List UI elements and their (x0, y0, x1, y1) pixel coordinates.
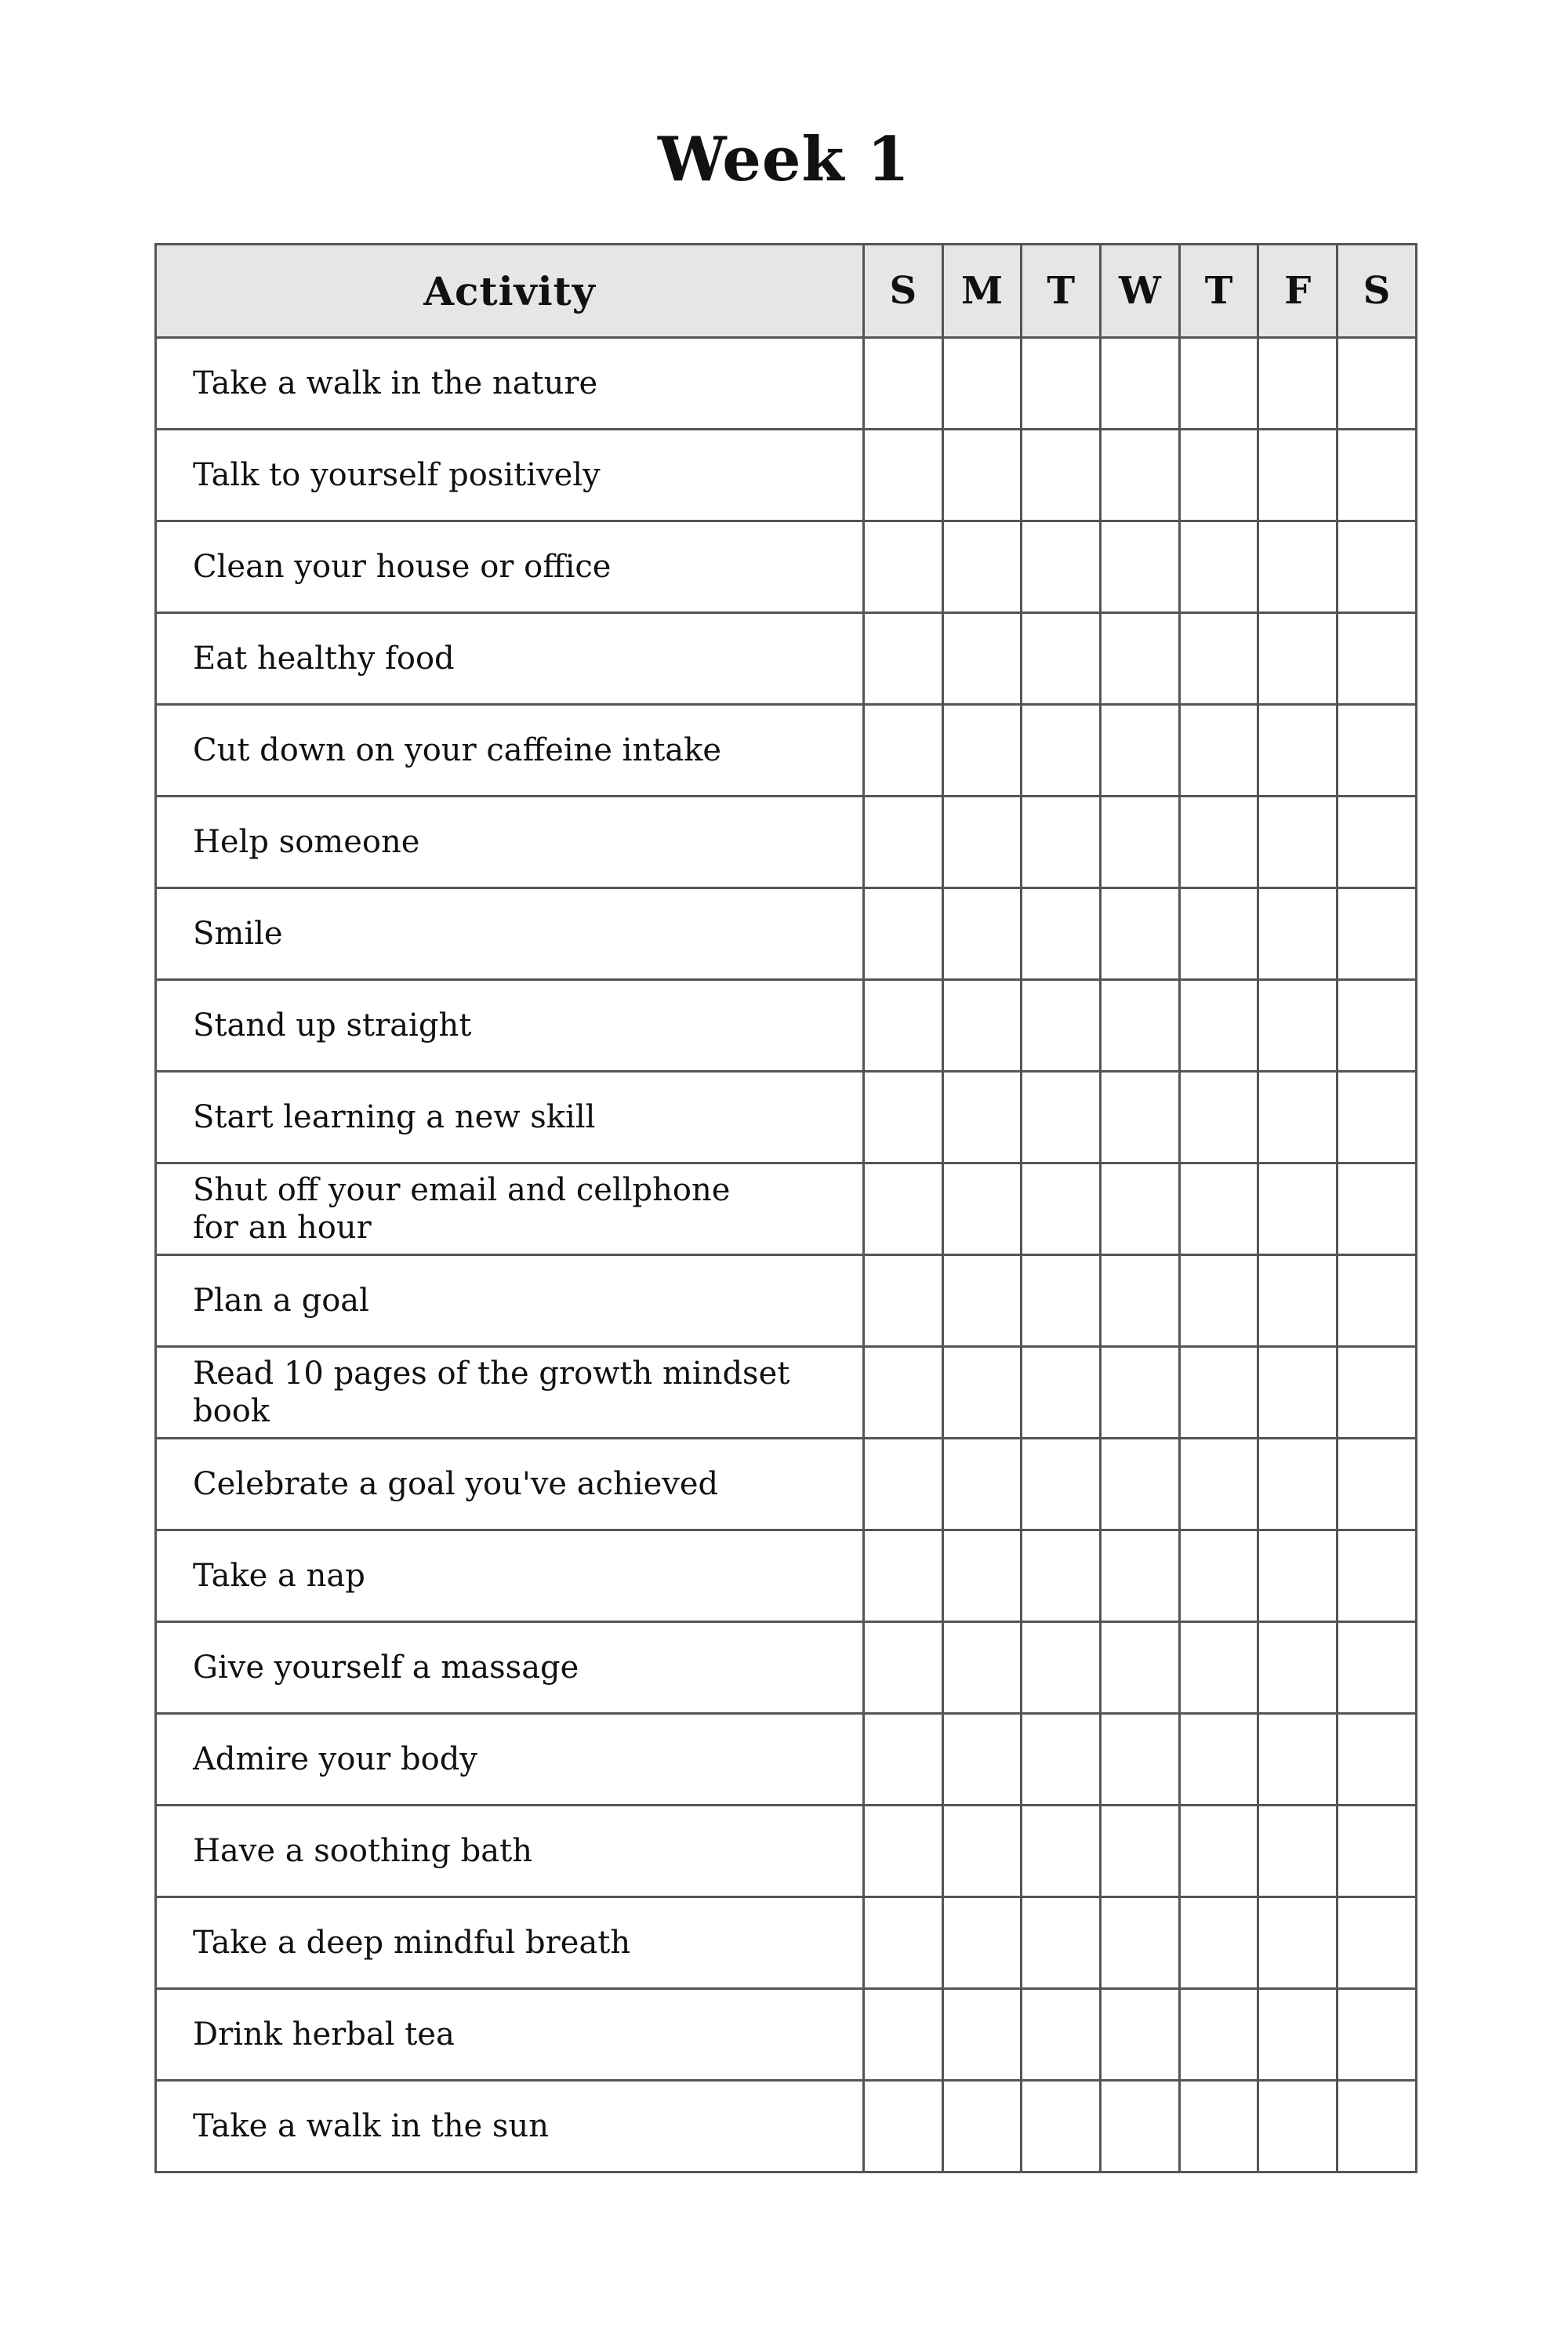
activity-label: Plan a goal (156, 1255, 864, 1347)
table-row (156, 1072, 1417, 1163)
checkbox-cell-wednesday[interactable] (1101, 1989, 1180, 2081)
checkbox-cell-wednesday[interactable] (1101, 1347, 1180, 1439)
checkbox-cell-friday[interactable] (1258, 1989, 1338, 2081)
checkbox-cell-monday[interactable] (942, 2081, 1022, 2172)
checkbox-cell-sunday[interactable] (864, 2081, 943, 2172)
checkbox-cell-monday[interactable] (942, 797, 1022, 888)
checkbox-cell-wednesday[interactable] (1101, 2081, 1180, 2172)
checkbox-cell-wednesday[interactable] (1101, 613, 1180, 705)
checkbox-cell-tuesday[interactable] (1022, 1989, 1101, 2081)
checkbox-cell-wednesday[interactable] (1101, 1806, 1180, 1897)
checkbox-cell-monday[interactable] (942, 980, 1022, 1072)
activity-label: Read 10 pages of the growth mindset book (156, 1347, 864, 1439)
activity-label: Celebrate a goal you've achieved (156, 1439, 864, 1530)
day-header-monday: M (942, 245, 1022, 338)
checkbox-cell-monday[interactable] (942, 1072, 1022, 1163)
checkbox-cell-friday[interactable] (1258, 1163, 1338, 1255)
checkbox-cell-sunday[interactable] (864, 338, 943, 430)
checkbox-cell-saturday[interactable] (1338, 338, 1417, 430)
table-row (156, 1163, 1417, 1255)
checkbox-cell-monday[interactable] (942, 1806, 1022, 1897)
checkbox-cell-sunday[interactable] (864, 1806, 943, 1897)
checkbox-cell-wednesday[interactable] (1101, 1072, 1180, 1163)
checkbox-cell-sunday[interactable] (864, 1072, 943, 1163)
checkbox-cell-wednesday[interactable] (1101, 797, 1180, 888)
checkbox-cell-thursday[interactable] (1179, 2081, 1258, 2172)
checkbox-cell-sunday[interactable] (864, 1255, 943, 1347)
checkbox-cell-tuesday[interactable] (1022, 1163, 1101, 1255)
checkbox-cell-saturday[interactable] (1338, 1622, 1417, 1714)
table-row (156, 1806, 1417, 1897)
checkbox-cell-tuesday[interactable] (1022, 980, 1101, 1072)
checkbox-cell-saturday[interactable] (1338, 980, 1417, 1072)
table-row (156, 888, 1417, 980)
checkbox-cell-saturday[interactable] (1338, 1347, 1417, 1439)
checkbox-cell-sunday[interactable] (864, 705, 943, 797)
checkbox-cell-saturday[interactable] (1338, 430, 1417, 521)
activity-label: Cut down on your caffeine intake (156, 705, 864, 797)
checkbox-cell-friday[interactable] (1258, 797, 1338, 888)
checkbox-cell-thursday[interactable] (1179, 797, 1258, 888)
checkbox-cell-thursday[interactable] (1179, 1622, 1258, 1714)
day-header-saturday: S (1338, 245, 1417, 338)
checkbox-cell-monday[interactable] (942, 521, 1022, 613)
checkbox-cell-sunday[interactable] (864, 430, 943, 521)
checkbox-cell-tuesday[interactable] (1022, 797, 1101, 888)
checkbox-cell-monday[interactable] (942, 1622, 1022, 1714)
checkbox-cell-monday[interactable] (942, 705, 1022, 797)
checkbox-cell-friday[interactable] (1258, 1347, 1338, 1439)
checkbox-cell-monday[interactable] (942, 1439, 1022, 1530)
checkbox-cell-sunday[interactable] (864, 1163, 943, 1255)
checkbox-cell-friday[interactable] (1258, 1897, 1338, 1989)
activity-label: Drink herbal tea (156, 1989, 864, 2081)
activity-label: Help someone (156, 797, 864, 888)
checkbox-cell-sunday[interactable] (864, 521, 943, 613)
table-row (156, 1989, 1417, 2081)
table-row (156, 521, 1417, 613)
checkbox-cell-friday[interactable] (1258, 521, 1338, 613)
table-row (156, 705, 1417, 797)
checkbox-cell-tuesday[interactable] (1022, 888, 1101, 980)
table-row (156, 1622, 1417, 1714)
page-title: Week 1 (658, 124, 910, 195)
activity-label: Clean your house or office (156, 521, 864, 613)
checkbox-cell-tuesday[interactable] (1022, 521, 1101, 613)
checkbox-cell-wednesday[interactable] (1101, 1255, 1180, 1347)
checkbox-cell-friday[interactable] (1258, 1530, 1338, 1622)
checkbox-cell-friday[interactable] (1258, 1439, 1338, 1530)
checkbox-cell-monday[interactable] (942, 613, 1022, 705)
checkbox-cell-tuesday[interactable] (1022, 1072, 1101, 1163)
checkbox-cell-wednesday[interactable] (1101, 1163, 1180, 1255)
checkbox-cell-friday[interactable] (1258, 705, 1338, 797)
checkbox-cell-sunday[interactable] (864, 1347, 943, 1439)
checkbox-cell-tuesday[interactable] (1022, 705, 1101, 797)
activity-label: Stand up straight (156, 980, 864, 1072)
table-row (156, 1347, 1417, 1439)
checkbox-cell-wednesday[interactable] (1101, 1439, 1180, 1530)
checkbox-cell-wednesday[interactable] (1101, 521, 1180, 613)
checkbox-cell-monday[interactable] (942, 1989, 1022, 2081)
checkbox-cell-tuesday[interactable] (1022, 338, 1101, 430)
day-header-tuesday: T (1022, 245, 1101, 338)
table-row (156, 1714, 1417, 1806)
checkbox-cell-saturday[interactable] (1338, 1897, 1417, 1989)
activity-label: Start learning a new skill (156, 1072, 864, 1163)
activity-label: Give yourself a massage (156, 1622, 864, 1714)
checkbox-cell-saturday[interactable] (1338, 705, 1417, 797)
checkbox-cell-wednesday[interactable] (1101, 980, 1180, 1072)
checkbox-cell-tuesday[interactable] (1022, 2081, 1101, 2172)
checkbox-cell-monday[interactable] (942, 1163, 1022, 1255)
checkbox-cell-thursday[interactable] (1179, 1072, 1258, 1163)
checkbox-cell-tuesday[interactable] (1022, 1714, 1101, 1806)
checkbox-cell-sunday[interactable] (864, 613, 943, 705)
checkbox-cell-tuesday[interactable] (1022, 613, 1101, 705)
checkbox-cell-saturday[interactable] (1338, 1255, 1417, 1347)
day-header-friday: F (1258, 245, 1338, 338)
checkbox-cell-friday[interactable] (1258, 1806, 1338, 1897)
table-row (156, 980, 1417, 1072)
checkbox-cell-saturday[interactable] (1338, 1163, 1417, 1255)
activity-label: Take a deep mindful breath (156, 1897, 864, 1989)
checkbox-cell-friday[interactable] (1258, 613, 1338, 705)
activity-label: Have a soothing bath (156, 1806, 864, 1897)
table-row (156, 1530, 1417, 1622)
checkbox-cell-wednesday[interactable] (1101, 1622, 1180, 1714)
checkbox-cell-tuesday[interactable] (1022, 1347, 1101, 1439)
checkbox-cell-sunday[interactable] (864, 1714, 943, 1806)
checkbox-cell-thursday[interactable] (1179, 1163, 1258, 1255)
checkbox-cell-wednesday[interactable] (1101, 338, 1180, 430)
checkbox-cell-thursday[interactable] (1179, 1897, 1258, 1989)
checkbox-cell-tuesday[interactable] (1022, 1530, 1101, 1622)
habit-tracker-table (154, 243, 1417, 2173)
checkbox-cell-thursday[interactable] (1179, 1255, 1258, 1347)
activity-label: Admire your body (156, 1714, 864, 1806)
checkbox-cell-wednesday[interactable] (1101, 1530, 1180, 1622)
checkbox-cell-saturday[interactable] (1338, 1806, 1417, 1897)
checkbox-cell-wednesday[interactable] (1101, 705, 1180, 797)
checkbox-cell-friday[interactable] (1258, 1622, 1338, 1714)
checkbox-cell-tuesday[interactable] (1022, 1897, 1101, 1989)
table-row (156, 1255, 1417, 1347)
activity-column-header: Activity (156, 245, 864, 338)
checkbox-cell-sunday[interactable] (864, 1530, 943, 1622)
checkbox-cell-thursday[interactable] (1179, 1530, 1258, 1622)
checkbox-cell-tuesday[interactable] (1022, 430, 1101, 521)
checkbox-cell-monday[interactable] (942, 1347, 1022, 1439)
checkbox-cell-sunday[interactable] (864, 1622, 943, 1714)
checkbox-cell-sunday[interactable] (864, 797, 943, 888)
day-header-wednesday: W (1101, 245, 1180, 338)
checkbox-cell-thursday[interactable] (1179, 1439, 1258, 1530)
table-row (156, 1897, 1417, 1989)
checkbox-cell-thursday[interactable] (1179, 1714, 1258, 1806)
checkbox-cell-saturday[interactable] (1338, 1072, 1417, 1163)
activity-label: Shut off your email and cellphone for an hour (156, 1163, 864, 1255)
activity-label: Smile (156, 888, 864, 980)
day-header-thursday: T (1179, 245, 1258, 338)
checkbox-cell-wednesday[interactable] (1101, 1714, 1180, 1806)
checkbox-cell-monday[interactable] (942, 1897, 1022, 1989)
checkbox-cell-saturday[interactable] (1338, 797, 1417, 888)
day-header-sunday: S (864, 245, 943, 338)
header-row (156, 245, 1417, 338)
checkbox-cell-thursday[interactable] (1179, 1806, 1258, 1897)
checkbox-cell-saturday[interactable] (1338, 521, 1417, 613)
checkbox-cell-friday[interactable] (1258, 1714, 1338, 1806)
checkbox-cell-monday[interactable] (942, 888, 1022, 980)
checkbox-cell-tuesday[interactable] (1022, 1622, 1101, 1714)
checkbox-cell-friday[interactable] (1258, 980, 1338, 1072)
table-row (156, 338, 1417, 430)
checkbox-cell-sunday[interactable] (864, 1439, 943, 1530)
checkbox-cell-tuesday[interactable] (1022, 1255, 1101, 1347)
checkbox-cell-monday[interactable] (942, 1714, 1022, 1806)
checkbox-cell-thursday[interactable] (1179, 338, 1258, 430)
checkbox-cell-friday[interactable] (1258, 1255, 1338, 1347)
checkbox-cell-monday[interactable] (942, 1255, 1022, 1347)
checkbox-cell-saturday[interactable] (1338, 2081, 1417, 2172)
checkbox-cell-saturday[interactable] (1338, 888, 1417, 980)
checkbox-cell-monday[interactable] (942, 1530, 1022, 1622)
checkbox-cell-saturday[interactable] (1338, 1989, 1417, 2081)
checkbox-cell-thursday[interactable] (1179, 430, 1258, 521)
checkbox-cell-saturday[interactable] (1338, 1439, 1417, 1530)
checkbox-cell-thursday[interactable] (1179, 888, 1258, 980)
checkbox-cell-wednesday[interactable] (1101, 1897, 1180, 1989)
checkbox-cell-thursday[interactable] (1179, 1347, 1258, 1439)
checkbox-cell-saturday[interactable] (1338, 1714, 1417, 1806)
checkbox-cell-saturday[interactable] (1338, 1530, 1417, 1622)
checkbox-cell-monday[interactable] (942, 338, 1022, 430)
activity-label: Take a nap (156, 1530, 864, 1622)
checkbox-cell-wednesday[interactable] (1101, 430, 1180, 521)
checkbox-cell-sunday[interactable] (864, 980, 943, 1072)
checkbox-cell-saturday[interactable] (1338, 613, 1417, 705)
table-row (156, 430, 1417, 521)
checkbox-cell-friday[interactable] (1258, 338, 1338, 430)
activity-label: Take a walk in the nature (156, 338, 864, 430)
checkbox-cell-tuesday[interactable] (1022, 1806, 1101, 1897)
table-row (156, 797, 1417, 888)
checkbox-cell-monday[interactable] (942, 430, 1022, 521)
checkbox-cell-friday[interactable] (1258, 2081, 1338, 2172)
checkbox-cell-sunday[interactable] (864, 1897, 943, 1989)
checkbox-cell-wednesday[interactable] (1101, 888, 1180, 980)
checkbox-cell-thursday[interactable] (1179, 705, 1258, 797)
checkbox-cell-sunday[interactable] (864, 888, 943, 980)
table-row (156, 613, 1417, 705)
checkbox-cell-thursday[interactable] (1179, 1989, 1258, 2081)
activity-label: Eat healthy food (156, 613, 864, 705)
checkbox-cell-friday[interactable] (1258, 888, 1338, 980)
table-row (156, 2081, 1417, 2172)
checkbox-cell-thursday[interactable] (1179, 613, 1258, 705)
checkbox-cell-thursday[interactable] (1179, 980, 1258, 1072)
checkbox-cell-sunday[interactable] (864, 1989, 943, 2081)
table-row (156, 1439, 1417, 1530)
checkbox-cell-thursday[interactable] (1179, 521, 1258, 613)
activity-label: Talk to yourself positively (156, 430, 864, 521)
activity-label: Take a walk in the sun (156, 2081, 864, 2172)
checkbox-cell-tuesday[interactable] (1022, 1439, 1101, 1530)
activity-rows (156, 338, 1417, 2172)
checkbox-cell-friday[interactable] (1258, 430, 1338, 521)
checkbox-cell-friday[interactable] (1258, 1072, 1338, 1163)
